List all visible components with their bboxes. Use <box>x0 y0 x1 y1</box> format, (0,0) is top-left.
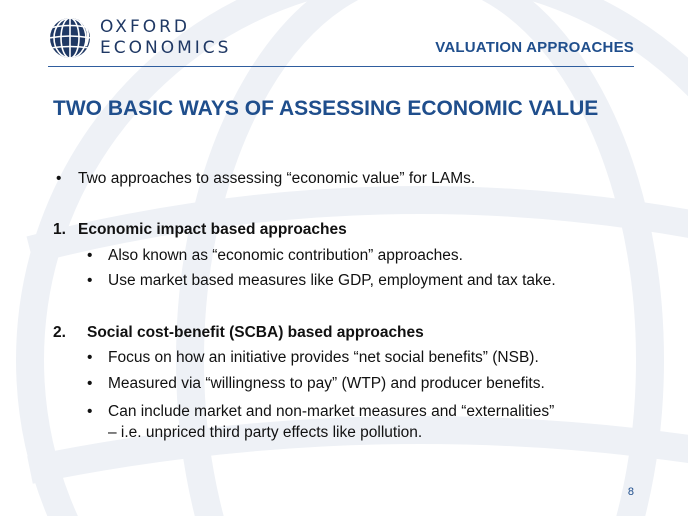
sub-bullet-marker: • <box>87 375 93 392</box>
sub-bullet-marker: • <box>87 247 93 264</box>
sub-point: Also known as “economic contribution” approaches. <box>108 247 463 264</box>
item-heading: Economic impact based approaches <box>78 221 347 238</box>
intro-text: Two approaches to assessing “economic value” for LAMs. <box>78 170 476 187</box>
section-title: VALUATION APPROACHES <box>435 39 634 56</box>
sub-bullet-marker: • <box>87 272 93 289</box>
page-number: 8 <box>627 486 634 498</box>
sub-point: Measured via “willingness to pay” (WTP) and producer benefits. <box>108 375 545 392</box>
logo-line-2: ECONOMICS <box>100 38 232 58</box>
sub-point: Focus on how an initiative provides “net social benefits” (NSB). <box>108 349 539 366</box>
sub-point: Can include market and non-market measures and “externalities” <box>108 403 555 420</box>
sub-bullet-marker: • <box>87 349 93 366</box>
item-number: 2. <box>53 324 66 341</box>
logo-line-1: OXFORD <box>100 17 191 37</box>
sub-bullet-marker: • <box>87 403 93 420</box>
sub-point: Use market based measures like GDP, employment and tax take. <box>108 272 556 289</box>
item-heading: Social cost-benefit (SCBA) based approaches <box>87 324 424 341</box>
item-number: 1. <box>53 221 66 238</box>
sub-point-continuation: – i.e. unpriced third party effects like pollution. <box>108 424 423 441</box>
bullet-marker: • <box>56 170 62 187</box>
page-title: TWO BASIC WAYS OF ASSESSING ECONOMIC VALUE <box>53 97 599 120</box>
